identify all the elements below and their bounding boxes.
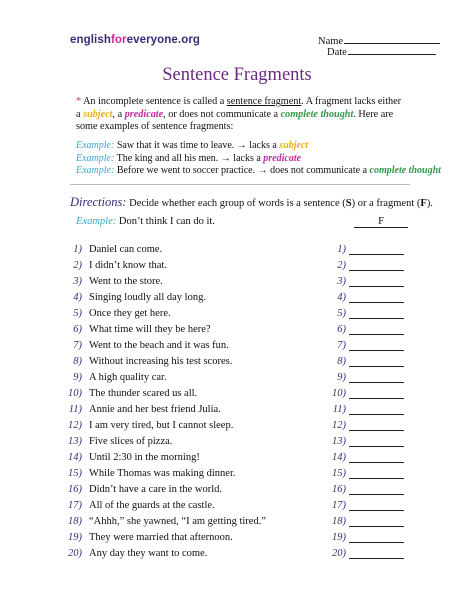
answer-number: 19) [332,532,346,543]
answer-blank[interactable] [349,526,404,527]
question-text: Went to the beach and it was fun. [89,340,229,351]
question-item [0,532,474,548]
question-text: Singing loudly all day long. [89,292,206,303]
question-number: 16) [68,484,82,495]
question-item [0,436,474,452]
question-item [0,356,474,372]
directions-text-3: ). [426,198,433,209]
question-item [0,516,474,532]
question-number: 17) [68,500,82,511]
question-number: 14) [68,452,82,463]
question-number: 12) [68,420,82,431]
answer-number: 2) [337,260,346,271]
example-highlight: predicate [263,152,302,164]
question-text: Any day they want to come. [89,548,208,559]
date-label: Date [327,47,347,58]
question-text: A high quality car. [89,372,167,383]
question-number: 5) [73,308,82,319]
question-number: 19) [68,532,82,543]
question-text: I am very tired, but I cannot sleep. [89,420,234,431]
example-row [76,140,416,153]
directions [70,195,433,210]
intro-comma: , a [112,108,125,120]
date-field [327,45,436,58]
answer-number: 4) [337,292,346,303]
question-number: 1) [73,244,82,255]
question-text: While Thomas was making dinner. [89,468,236,479]
question-number: 18) [68,516,82,527]
answer-blank[interactable] [349,414,404,415]
answer-number: 7) [337,340,346,351]
answer-blank[interactable] [349,270,404,271]
question-text: Annie and her best friend Julia. [89,404,221,415]
question-item [0,308,474,324]
intro-text-4: . Here are some examples of sentence fragments: [76,108,394,132]
answer-blank[interactable] [349,558,404,559]
answer-blank[interactable] [349,382,404,383]
answer-blank[interactable] [349,430,404,431]
question-number: 9) [73,372,82,383]
directions-text-1: Decide whether each group of words is a sentence ( [126,198,346,209]
fragment-term: sentence fragment [226,96,302,107]
subject-term: subject [83,108,113,120]
answer-blank[interactable] [349,254,404,255]
logo-part-for: for [110,34,127,46]
example-label: Example: [76,165,115,176]
question-number: 8) [73,356,82,367]
example-label: Example: [76,140,115,151]
answer-number: 6) [337,324,346,335]
question-number: 2) [73,260,82,271]
answer-number: 5) [337,308,346,319]
answer-number: 8) [337,356,346,367]
question-item [0,548,474,564]
question-number: 10) [68,388,82,399]
answer-blank[interactable] [349,366,404,367]
question-item [0,420,474,436]
question-item [0,452,474,468]
date-blank [348,45,436,55]
example-text: The king and all his men. → lacks a [114,152,264,164]
question-item [0,500,474,516]
example-answer: F [354,216,408,228]
question-item [0,276,474,292]
question-item [0,468,474,484]
intro-text-3: , or does not communicate a [163,108,281,120]
answer-blank[interactable] [349,350,404,351]
site-logo [70,34,200,46]
answer-number: 15) [332,468,346,479]
answer-number: 1) [337,244,346,255]
answer-number: 10) [332,388,346,399]
question-number: 20) [68,548,82,559]
answer-number: 20) [332,548,346,559]
example-text: Before we went to soccer practice. → does not communicate a [114,165,370,176]
intro-star: * [76,96,82,107]
answer-blank[interactable] [349,462,404,463]
question-text: “Ahhh,” she yawned, “I am getting tired.” [89,516,266,527]
predicate-term: predicate [124,108,164,120]
question-text: Five slices of pizza. [89,436,173,447]
intro-text-2: . A fragment lacks either a [76,96,402,120]
logo-part-english: english [70,34,111,46]
intro-paragraph [76,96,406,134]
question-item [0,260,474,276]
example-highlight: complete thought [369,165,441,176]
question-item [0,292,474,308]
question-number: 3) [73,276,82,287]
example-highlight: subject [279,140,309,151]
answer-number: 16) [332,484,346,495]
example-text: Saw that it was time to leave. → lacks a [114,140,280,151]
question-text: Once they get here. [89,308,171,319]
question-item [0,244,474,260]
directions-text-2: ) or a fragment ( [351,198,421,209]
example-row [76,153,416,166]
example-row [76,165,441,178]
complete-thought-term: complete thought [280,108,354,120]
directions-example [76,216,215,227]
answer-blank[interactable] [349,286,404,287]
question-number: 4) [73,292,82,303]
answer-number: 17) [332,500,346,511]
examples-block [76,140,441,178]
logo-part-domain: everyone.org [126,34,201,46]
answer-blank[interactable] [349,494,404,495]
question-number: 15) [68,468,82,479]
question-text: Daniel can come. [89,244,163,255]
question-text: Without increasing his test scores. [89,356,233,367]
answer-blank[interactable] [349,334,404,335]
name-blank [344,34,440,44]
sentence-code: S [345,198,352,209]
answer-blank[interactable] [349,302,404,303]
example-label: Example: [76,152,115,164]
question-number: 11) [68,404,82,415]
question-text: Didn’t have a care in the world. [89,484,223,495]
answer-number: 18) [332,516,346,527]
question-text: All of the guards at the castle. [89,500,215,511]
name-label: Name [318,36,344,47]
question-text: I didn’t know that. [89,260,167,271]
answer-number: 13) [332,436,346,447]
answer-blank[interactable] [349,542,404,543]
page-title: Sentence Fragments [162,65,312,85]
question-number: 13) [68,436,82,447]
question-text: They were married that afternoon. [89,532,233,543]
intro-text-1: An incomplete sentence is called a [81,96,227,107]
answer-number: 3) [337,276,346,287]
question-text: The thunder scared us all. [89,388,198,399]
question-text: What time will they be here? [89,324,211,335]
answer-blank[interactable] [349,446,404,447]
answer-number: 14) [332,452,346,463]
answer-number: 12) [332,420,346,431]
question-text: Went to the store. [89,276,163,287]
question-item [0,484,474,500]
section-divider [70,184,410,185]
question-number: 7) [73,340,82,351]
answer-blank[interactable] [349,510,404,511]
question-text: Until 2:30 in the morning! [89,452,200,463]
answer-number: 11) [332,404,346,415]
example-label: Example: [76,216,117,227]
example-text: Don’t think I can do it. [116,216,215,227]
question-item [0,388,474,404]
answer-blank[interactable] [349,478,404,479]
fragment-code: F [420,198,427,209]
answer-blank[interactable] [349,318,404,319]
answer-blank[interactable] [349,398,404,399]
question-item [0,340,474,356]
answer-number: 9) [337,372,346,383]
directions-label: Directions: [70,195,127,209]
question-item [0,324,474,340]
question-item [0,372,474,388]
question-number: 6) [73,324,82,335]
question-item [0,404,474,420]
